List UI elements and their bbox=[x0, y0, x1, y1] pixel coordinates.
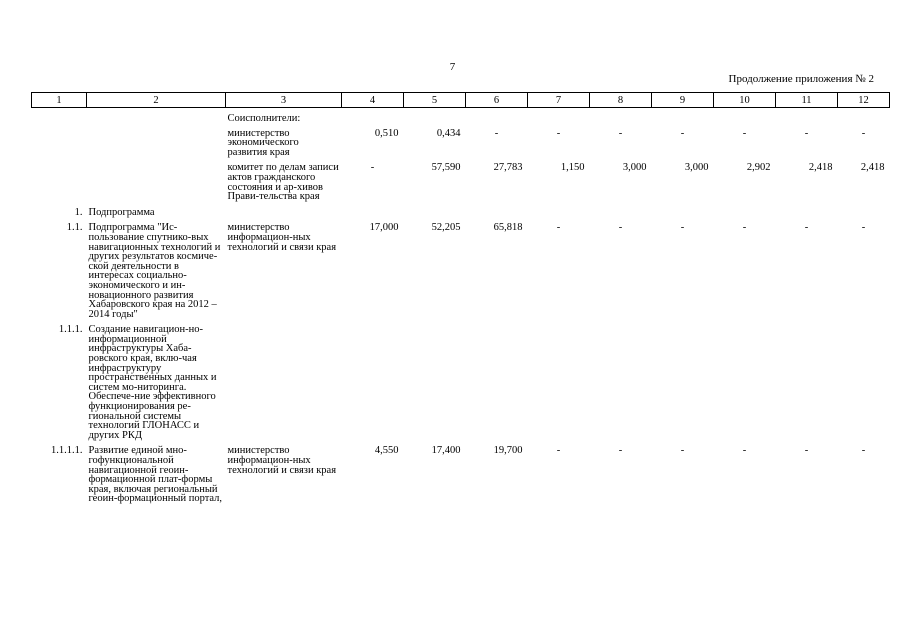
column-header: 7 bbox=[528, 93, 590, 108]
column-header: 2 bbox=[87, 93, 226, 108]
row-title: Создание навигацион-но-информационной инфраструктуры Хаба-ровского края, вклю-чая инфраструктуру пространственных данных и систем мо-ниторинга. Обеспече-ние эффективного функционирования ре-гиональной системы технологий ГЛОНАСС и других РКД bbox=[88, 324, 217, 441]
continuation-label: Продолжение приложения № 2 bbox=[728, 73, 874, 85]
value-cell: - bbox=[861, 222, 866, 234]
value-cell: - bbox=[680, 127, 685, 139]
table-row bbox=[32, 325, 890, 440]
value-cell: 2,902 bbox=[746, 162, 771, 174]
row-title: Подпрограмма "Ис-пользование спутнико-вых навигационных технологий и других результатов космиче-ской деятельности в интересах социально-экономического и ин-новационного развития Хабаровского края на 2012 – 2014 годы" bbox=[88, 222, 221, 320]
column-header: 4 bbox=[342, 93, 404, 108]
row-executor: министерство информацион-ных технологий и связи края bbox=[227, 445, 337, 476]
column-number-row bbox=[32, 93, 890, 108]
row-executor: комитет по делам записи актов гражданского состояния и ар-хивов Прави-тельства края bbox=[227, 162, 339, 203]
value-cell bbox=[466, 325, 528, 440]
column-header: 12 bbox=[838, 93, 890, 108]
value-cell bbox=[590, 325, 652, 440]
value-cell bbox=[652, 325, 714, 440]
value-cell: - bbox=[680, 222, 685, 234]
row-title bbox=[87, 129, 226, 158]
column-header: 3 bbox=[226, 93, 342, 108]
value-cell: 4,550 bbox=[374, 445, 399, 457]
value-cell bbox=[528, 325, 590, 440]
value-cell: - bbox=[742, 445, 747, 457]
row-index: 1.1.1.1. bbox=[51, 445, 83, 457]
table-row bbox=[32, 446, 890, 504]
value-cell bbox=[342, 325, 404, 440]
row-index bbox=[32, 114, 87, 124]
value-cell bbox=[590, 114, 652, 124]
value-cell: - bbox=[742, 127, 747, 139]
value-cell bbox=[776, 325, 838, 440]
value-cell: 52,205 bbox=[431, 222, 461, 234]
table-body bbox=[32, 108, 890, 504]
value-cell: 27,783 bbox=[493, 162, 523, 174]
table-row bbox=[32, 208, 890, 218]
value-cell: 0,510 bbox=[374, 127, 399, 139]
value-cell bbox=[404, 325, 466, 440]
value-cell: - bbox=[618, 222, 623, 234]
value-cell bbox=[838, 325, 890, 440]
row-executor: Соисполнители: bbox=[227, 113, 301, 124]
value-cell bbox=[466, 208, 528, 218]
value-cell: 2,418 bbox=[808, 162, 833, 174]
value-cell: - bbox=[804, 445, 809, 457]
column-header: 6 bbox=[466, 93, 528, 108]
table-row bbox=[32, 114, 890, 124]
value-cell: 2,418 bbox=[860, 162, 885, 174]
value-cell bbox=[714, 208, 776, 218]
row-index: 1.1. bbox=[66, 222, 83, 234]
value-cell bbox=[528, 114, 590, 124]
value-cell: - bbox=[556, 222, 561, 234]
value-cell bbox=[590, 208, 652, 218]
value-cell: 17,400 bbox=[431, 445, 461, 457]
column-header: 9 bbox=[652, 93, 714, 108]
row-index bbox=[32, 129, 87, 158]
row-index: 1.1.1. bbox=[58, 324, 83, 336]
value-cell: 3,000 bbox=[684, 162, 709, 174]
value-cell bbox=[776, 114, 838, 124]
value-cell bbox=[528, 208, 590, 218]
value-cell: 57,590 bbox=[431, 162, 461, 174]
table-row bbox=[32, 129, 890, 158]
value-cell bbox=[838, 208, 890, 218]
value-cell: - bbox=[618, 127, 623, 139]
value-cell: - bbox=[618, 445, 623, 457]
value-cell bbox=[714, 114, 776, 124]
page-number: 7 bbox=[449, 61, 456, 73]
column-header: 8 bbox=[590, 93, 652, 108]
row-title bbox=[87, 114, 226, 124]
value-cell bbox=[838, 114, 890, 124]
row-title: Подпрограмма bbox=[88, 206, 155, 218]
appendix-table bbox=[31, 92, 890, 504]
value-cell: 1,150 bbox=[560, 162, 585, 174]
value-cell: - bbox=[556, 445, 561, 457]
value-cell bbox=[652, 208, 714, 218]
table-row bbox=[32, 223, 890, 319]
row-executor bbox=[226, 325, 342, 440]
row-executor: министерство экономического развития края bbox=[227, 127, 299, 158]
value-cell: - bbox=[680, 445, 685, 457]
value-cell: 0,434 bbox=[436, 127, 461, 139]
value-cell: - bbox=[861, 445, 866, 457]
column-header: 1 bbox=[32, 93, 87, 108]
row-title bbox=[87, 163, 226, 201]
value-cell bbox=[342, 208, 404, 218]
column-header: 5 bbox=[404, 93, 466, 108]
row-executor: министерство информацион-ных технологий и связи края bbox=[227, 222, 337, 253]
value-cell: - bbox=[861, 127, 866, 139]
value-cell: - bbox=[742, 222, 747, 234]
value-cell: - bbox=[494, 127, 499, 139]
value-cell bbox=[652, 114, 714, 124]
value-cell: 17,000 bbox=[369, 222, 399, 234]
value-cell bbox=[342, 114, 404, 124]
column-header: 10 bbox=[714, 93, 776, 108]
value-cell bbox=[776, 208, 838, 218]
value-cell bbox=[466, 114, 528, 124]
row-executor bbox=[226, 208, 342, 218]
row-title: Развитие единой мно-гофункциональной навигационной геоин-формационной плат-формы края, включая региональный геоин-формационный портал, bbox=[88, 445, 223, 505]
value-cell bbox=[404, 208, 466, 218]
value-cell bbox=[404, 114, 466, 124]
value-cell: - bbox=[804, 127, 809, 139]
row-index: 1. bbox=[74, 206, 83, 218]
value-cell: 3,000 bbox=[622, 162, 647, 174]
column-header: 11 bbox=[776, 93, 838, 108]
value-cell bbox=[714, 325, 776, 440]
value-cell: 65,818 bbox=[493, 222, 523, 234]
value-cell: 19,700 bbox=[493, 445, 523, 457]
table-row bbox=[32, 163, 890, 201]
row-index bbox=[32, 163, 87, 201]
value-cell: - bbox=[804, 222, 809, 234]
value-cell: - bbox=[370, 162, 375, 174]
value-cell: - bbox=[556, 127, 561, 139]
